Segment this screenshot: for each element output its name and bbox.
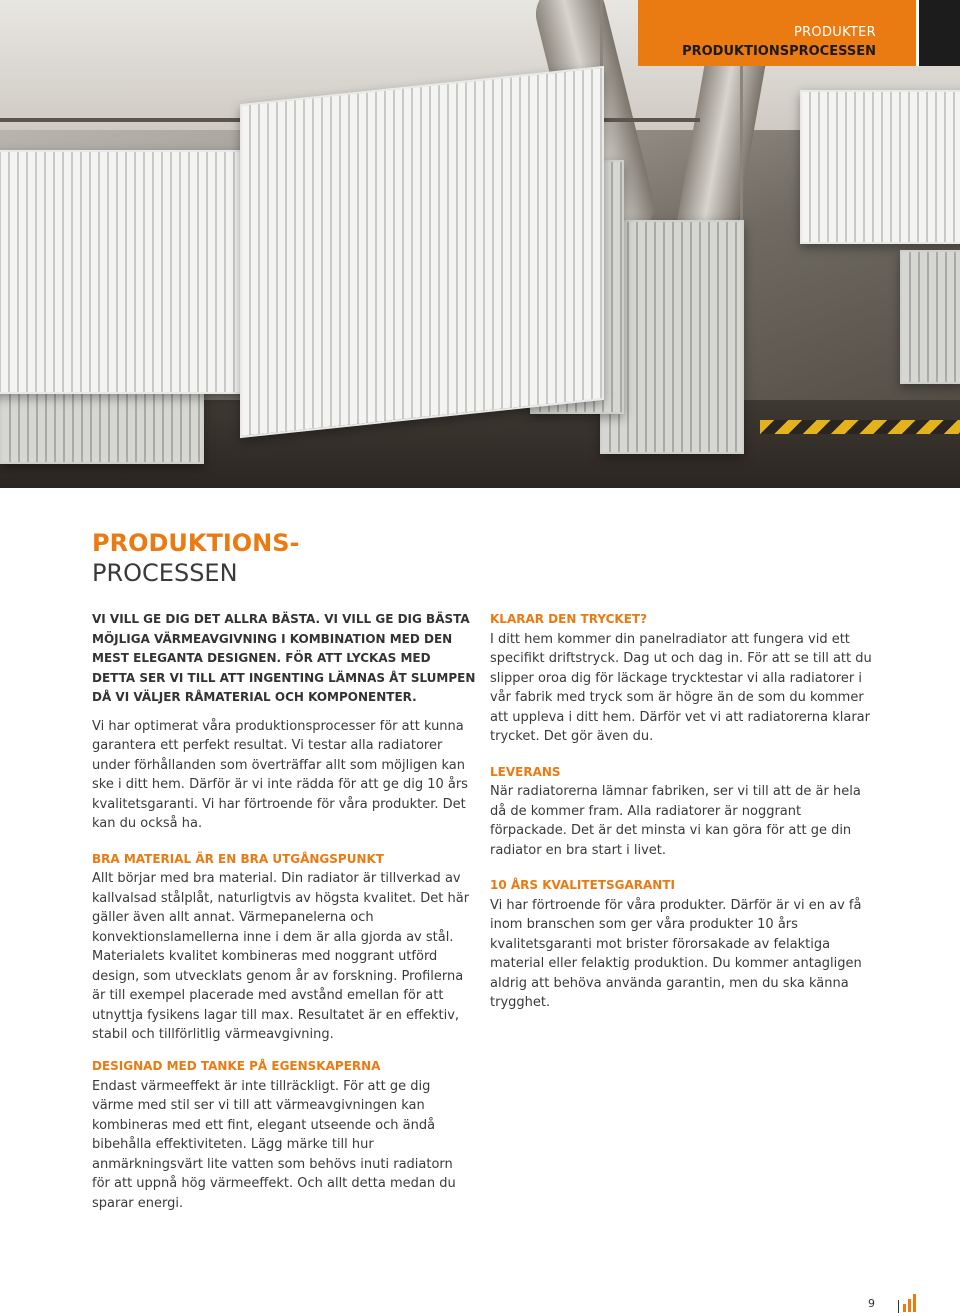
section-label: PRODUKTER bbox=[793, 25, 876, 40]
right-column bbox=[490, 610, 875, 1020]
left-column bbox=[92, 610, 477, 1052]
radiator-panel bbox=[240, 66, 604, 438]
heading-delivery: LEVERANS bbox=[490, 764, 561, 779]
paragraph-design: Endast värmeeffekt är inte tillräckligt. För att ge dig värme med stil ser vi till att värmeavgivningen kan kombineras med ett fint, elegant utseende och ändå bibehålla effektiviteten. Lägg märke till hur anmärkningsvärt lite vatten som behövs inuti radiatorn för att uppnå hög värmeeffekt. Och allt detta medan du sparar energi. bbox=[92, 1078, 456, 1211]
page-number-divider bbox=[898, 1300, 899, 1313]
hero-photo-radiators bbox=[0, 0, 960, 488]
subsection-label: PRODUKTIONSPROCESSEN bbox=[682, 44, 876, 59]
page-title-line1: PRODUKTIONS- bbox=[92, 529, 300, 557]
radiator-panel bbox=[800, 90, 960, 244]
left-column-lower bbox=[92, 1057, 467, 1220]
radiator-panel bbox=[900, 250, 960, 384]
section-tab bbox=[638, 0, 919, 66]
paragraph-warranty: Vi har förtroende för våra produkter. Därför är vi en av få inom branschen som ger våra produkter 10 års kvalitetsgaranti mot brister förorsakade av felaktiga material eller felaktig produktion. Du kommer antagligen aldrig att behöva använda garantin, men du ska känna trygghet. bbox=[490, 897, 862, 1010]
page-title bbox=[92, 528, 300, 588]
heading-pressure: KLARAR DEN TRYCKET? bbox=[490, 612, 648, 626]
paragraph-pressure: I ditt hem kommer din panelradiator att fungera vid ett specifikt driftstryck. Dag ut och dag in. För att se till att du slipper oroa dig för läckage trycktestar vi alla radiatorer i vår fabrik med tryck som är högre än de som du kommer att uppleva i ditt hem. Därför vet vi att radiatorerna klarar trycket. Det gör även du. bbox=[490, 631, 872, 744]
section-tab-accent bbox=[919, 0, 960, 66]
safety-stripe bbox=[760, 420, 960, 434]
page-title-line2: PROCESSEN bbox=[92, 559, 238, 587]
intro-paragraph: Vi har optimerat våra produktionsprocesser för att kunna garantera ett perfekt resultat. Vi testar alla radiatorer under förhållanden som överträffar allt som möjligen kan ske i ditt hem. Därför är vi inte rädda för att ge dig 10 års kvalitetsgaranti. Vi har förtroende för våra produkter. Det kan du också ha. bbox=[92, 718, 468, 831]
bars-logo-icon bbox=[903, 1292, 919, 1312]
heading-warranty: 10 ÅRS KVALITETSGARANTI bbox=[490, 878, 675, 892]
page-number: 9 bbox=[868, 1297, 875, 1310]
heading-material: BRA MATERIAL ÄR EN BRA UTGÅNGSPUNKT bbox=[92, 851, 384, 866]
heading-design: DESIGNAD MED TANKE PÅ EGENSKAPERNA bbox=[92, 1059, 381, 1073]
lead-paragraph: VI VILL GE DIG DET ALLRA BÄSTA. VI VILL GE DIG BÄSTA MÖJLIGA VÄRMEAVGIVNING I KOMBINATION MED DEN MEST ELEGANTA DESIGNEN. FÖR ATT LYCKAS MED DETTA SER VI TILL ATT INGENTING LÄMNAS ÅT SLUMPEN DÅ VI VÄLJER RÅMATERIAL OCH KOMPONENTER. bbox=[92, 612, 476, 704]
paragraph-delivery: När radiatorerna lämnar fabriken, ser vi till att de är hela då de kommer fram. Alla radiatorer är noggrant förpackade. Det är det minsta vi kan göra för att ge din radiator en bra start i livet. bbox=[490, 784, 861, 858]
paragraph-material: Allt börjar med bra material. Din radiator är tillverkad av kallvalsad stålplåt, naturligtvis av högsta kvalitet. Det här gäller även allt annat. Värmepanelerna och konvektionslamellerna inne i dem är alla gjorda av stål. Materialets kvalitet kombineras med noggrant utförd design, som utvecklats genom år av forskning. Profilerna är till exempel placerade med avstånd emellan för att utnyttja fysikens lagar till max. Resultatet är en effektiv, stabil och tillförlitlig värmeavgivning. bbox=[92, 871, 470, 1042]
